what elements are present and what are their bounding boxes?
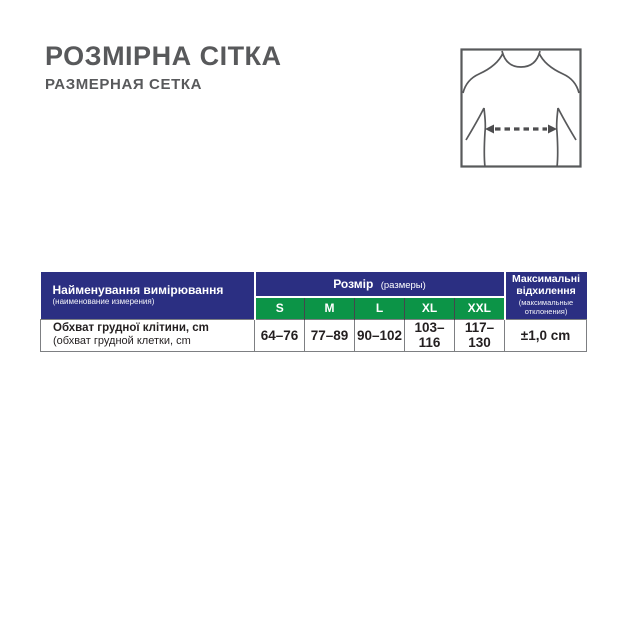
size-col-s: S bbox=[255, 297, 305, 319]
size-col-l: L bbox=[355, 297, 405, 319]
header-measurement-sub: (наименование измерения) bbox=[52, 297, 155, 307]
header-max-deviation bbox=[505, 272, 587, 319]
title-block bbox=[45, 42, 282, 93]
value-xl: 103–116 bbox=[405, 319, 455, 351]
header-size-sub: (размеры) bbox=[380, 280, 426, 291]
measurement-name-main: Обхват грудної клітини, cm bbox=[53, 321, 209, 334]
value-m: 77–89 bbox=[305, 319, 355, 351]
torso-chest-measurement-icon bbox=[460, 48, 582, 168]
measurement-name-sub: (обхват грудной клетки, cm bbox=[53, 335, 191, 348]
value-s: 64–76 bbox=[255, 319, 305, 351]
size-col-xxl: XXL bbox=[455, 297, 505, 319]
header-size-main: Розмір bbox=[333, 277, 374, 291]
size-col-xl: XL bbox=[405, 297, 455, 319]
size-table bbox=[40, 272, 587, 352]
measurement-arrow-icon bbox=[485, 125, 557, 134]
header-measurement-name bbox=[41, 272, 255, 319]
header-deviation-main: Максимальні відхилення bbox=[512, 273, 580, 297]
header-measurement-main: Найменування вимірювання bbox=[52, 282, 224, 297]
table-row bbox=[41, 319, 587, 351]
measurement-name-cell bbox=[41, 319, 255, 351]
size-col-m: M bbox=[305, 297, 355, 319]
page-subtitle: РАЗМЕРНАЯ СЕТКА bbox=[45, 76, 203, 94]
chest-measurement-diagram bbox=[460, 48, 582, 168]
header-size-group bbox=[255, 272, 505, 297]
page-title: РОЗМІРНА СІТКА bbox=[45, 41, 282, 71]
value-l: 90–102 bbox=[355, 319, 405, 351]
header-deviation-sub: (максимальные отклонения) bbox=[518, 298, 574, 316]
deviation-value: ±1,0 cm bbox=[505, 319, 587, 351]
value-xxl: 117–130 bbox=[455, 319, 505, 351]
